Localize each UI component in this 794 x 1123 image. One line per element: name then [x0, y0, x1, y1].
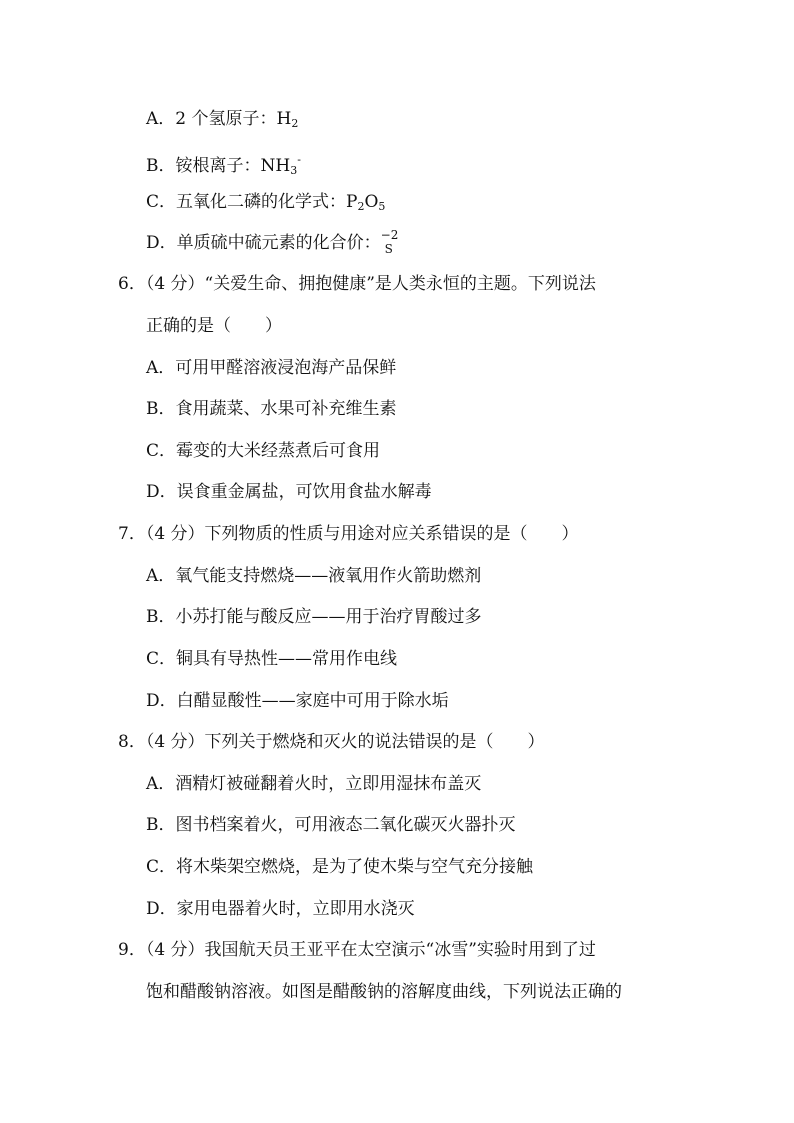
- question-number: 6．: [118, 274, 146, 294]
- subscript: 3: [290, 164, 298, 177]
- valence-notation: [380, 228, 399, 256]
- question-text: （4 分）“关爱生命、拥抱健康”是人类永恒的主题。下列说法: [145, 274, 596, 294]
- valence-value: −2: [380, 228, 399, 242]
- q8-option-c: [146, 855, 533, 879]
- option-label: B．: [146, 607, 176, 627]
- option-text: 家用电器着火时，立即用水浇灭: [176, 899, 415, 919]
- subscript: 2: [357, 200, 365, 213]
- question-number: 7．: [118, 524, 146, 544]
- q6-option-c: [146, 439, 380, 463]
- question-text: 正确的是（ ）: [146, 316, 282, 336]
- option-label: C．: [146, 441, 177, 461]
- q7-stem: [118, 522, 579, 546]
- q5-option-a: [146, 107, 298, 136]
- option-label: B．: [146, 399, 176, 419]
- q8-option-a: [146, 772, 481, 796]
- option-label: A．: [146, 774, 176, 794]
- option-text: 霉变的大米经蒸煮后可食用: [176, 441, 381, 461]
- q6-stem: [118, 272, 596, 296]
- q7-option-a: [146, 564, 481, 588]
- superscript: -: [297, 153, 301, 166]
- question-text: （4 分）我国航天员王亚平在太空演示“冰雪”实验时用到了过: [145, 940, 596, 960]
- option-label: D．: [146, 691, 177, 711]
- question-text: 饱和醋酸钠溶液。如图是醋酸钠的溶解度曲线，下列说法正确的: [146, 982, 622, 1002]
- option-label: B．: [146, 815, 176, 835]
- q7-option-b: [146, 605, 482, 629]
- q7-option-c: [146, 647, 397, 671]
- q6-stem-continued: [146, 314, 282, 338]
- option-text: 食用蔬菜、水果可补充维生素: [175, 399, 397, 419]
- question-number: 8．: [118, 732, 146, 752]
- option-label: C．: [146, 649, 177, 669]
- q5-option-b: [146, 148, 301, 183]
- subscript: 5: [378, 200, 386, 213]
- option-label: C．: [146, 857, 177, 877]
- option-text: 2 个氢原子：H: [175, 109, 292, 129]
- option-label: A．: [146, 358, 176, 378]
- option-text: 铜具有导热性——常用作电线: [176, 649, 398, 669]
- q6-option-d: [146, 480, 432, 504]
- question-text: （4 分）下列关于燃烧和灭火的说法错误的是（ ）: [145, 732, 545, 752]
- option-label: D．: [146, 899, 177, 919]
- q5-option-d: [146, 228, 399, 256]
- subscript: 2: [291, 117, 299, 130]
- option-text: 铵根离子：NH: [175, 156, 291, 176]
- q9-stem-continued: [146, 980, 622, 1004]
- option-label: A．: [146, 109, 176, 129]
- question-text: （4 分）下列物质的性质与用途对应关系错误的是（ ）: [145, 524, 579, 544]
- q8-option-b: [146, 813, 516, 837]
- option-text: 酒精灯被碰翻着火时，立即用湿抹布盖灭: [175, 774, 482, 794]
- option-text: 误食重金属盐，可饮用食盐水解毒: [176, 482, 432, 502]
- option-text: 白醋显酸性——家庭中可用于除水垢: [176, 691, 449, 711]
- q7-option-d: [146, 689, 449, 713]
- option-text: 氧气能支持燃烧——液氧用作火箭助燃剂: [175, 566, 482, 586]
- option-label: C．: [146, 192, 177, 212]
- option-label: B．: [146, 156, 176, 176]
- option-text: 将木柴架空燃烧，是为了使木柴与空气充分接触: [176, 857, 534, 877]
- element-symbol: S: [384, 242, 393, 256]
- option-text: 图书档案着火，可用液态二氧化碳灭火器扑灭: [175, 815, 516, 835]
- q8-stem: [118, 730, 545, 754]
- option-text: 五氧化二磷的化学式：P: [176, 192, 358, 212]
- option-text: 可用甲醛溶液浸泡海产品保鲜: [175, 358, 397, 378]
- q6-option-b: [146, 397, 397, 421]
- option-label: D．: [146, 482, 177, 502]
- option-label: D．: [146, 233, 177, 253]
- q8-option-d: [146, 897, 415, 921]
- formula-part: O: [364, 192, 379, 212]
- question-number: 9．: [118, 940, 146, 960]
- q5-option-c: [146, 190, 385, 219]
- option-label: A．: [146, 566, 176, 586]
- option-text: 小苏打能与酸反应——用于治疗胃酸过多: [175, 607, 482, 627]
- q9-stem: [118, 938, 596, 962]
- q6-option-a: [146, 356, 396, 380]
- option-text: 单质硫中硫元素的化合价：: [176, 233, 381, 253]
